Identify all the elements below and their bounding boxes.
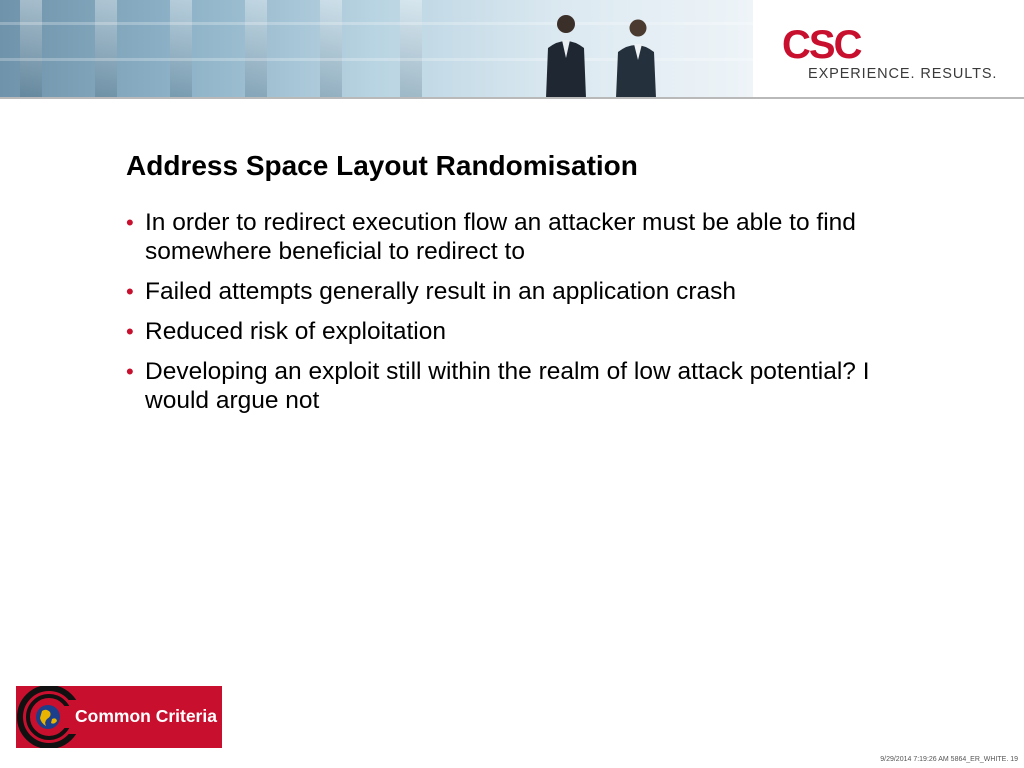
common-criteria-badge xyxy=(16,686,222,748)
bullet-text: Failed attempts generally result in an application crash xyxy=(145,278,737,305)
list-item xyxy=(126,357,906,415)
bullet-icon: • xyxy=(126,210,134,235)
bullet-text: Developing an exploit still within the realm of low attack potential? I would argue not xyxy=(145,358,870,414)
header-banner-photo xyxy=(0,0,753,98)
footer-note: 9/29/2014 7:19:26 AM 5864_ER_WHITE. 19 xyxy=(880,756,1018,763)
bullet-icon: • xyxy=(126,279,134,304)
bullet-icon: • xyxy=(126,319,134,344)
list-item xyxy=(126,317,906,346)
businessman-figure xyxy=(604,14,668,98)
bullet-icon: • xyxy=(126,359,134,384)
globe-c-icon xyxy=(16,686,82,748)
badge-label: Common Criteria xyxy=(75,706,217,726)
page-title: Address Space Layout Randomisation xyxy=(126,150,638,181)
list-item xyxy=(126,277,906,306)
bullet-text: In order to redirect execution flow an attacker must be able to find somewhere beneficial to redirect to xyxy=(145,209,856,265)
csc-logo xyxy=(782,25,862,63)
svg-text:CSC: CSC xyxy=(782,25,861,63)
businessman-figure xyxy=(528,8,598,98)
bullet-text: Reduced risk of exploitation xyxy=(145,318,446,345)
tagline: EXPERIENCE. RESULTS. xyxy=(808,66,998,82)
header-divider xyxy=(0,97,1024,99)
bullet-list xyxy=(126,208,906,426)
list-item xyxy=(126,208,906,266)
